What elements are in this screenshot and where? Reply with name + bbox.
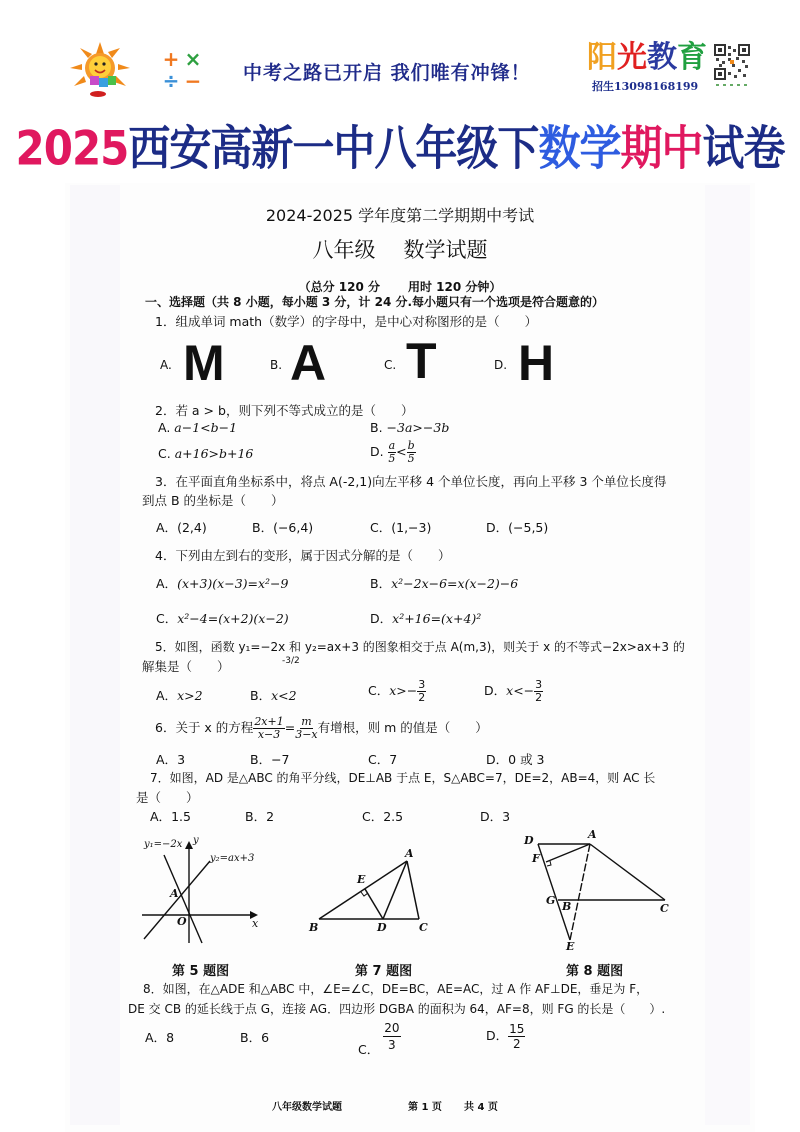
option-value: −7: [271, 752, 290, 767]
q4-option-d[interactable]: [370, 609, 481, 627]
option-value: (2,4): [177, 520, 207, 535]
point-g-label: G: [546, 894, 556, 907]
divide-icon: ÷: [162, 69, 180, 93]
q1-option-c[interactable]: T: [406, 333, 437, 389]
title-term: 期中: [620, 120, 703, 176]
sun-logo-icon: [68, 40, 132, 102]
numerator: 15: [509, 1022, 525, 1036]
enrollment-phone: 招生13098168199: [592, 80, 699, 93]
option-label: D．: [484, 683, 507, 698]
figure-7-caption: 第 7 题图: [355, 964, 413, 979]
denominator: 3: [388, 1038, 396, 1052]
option-label: B．: [245, 809, 267, 824]
q5-option-a[interactable]: [156, 686, 203, 704]
section-heading: 一、选择题（共 8 小题，每小题 3 分，计 24 分.每小题只有一个选项是符合题意的）: [145, 295, 605, 309]
option-label: A．: [156, 752, 178, 767]
option-value: x>2: [177, 688, 203, 703]
point-f-label: F: [532, 852, 540, 865]
option-value: 6: [261, 1030, 270, 1045]
footer-total-pages: 共 4 页: [464, 1102, 498, 1113]
q6-option-d[interactable]: [486, 750, 545, 768]
option-value: 8: [166, 1030, 175, 1045]
q7-option-a[interactable]: [150, 807, 191, 825]
q3-option-d[interactable]: [486, 518, 548, 536]
exam-duration: 用时 120 分钟）: [408, 280, 502, 294]
option-value: (1,−3): [391, 520, 432, 535]
option-prefix: x<−: [506, 683, 535, 698]
option-value: −3a>−3b: [386, 420, 450, 435]
point-d-label: D: [377, 921, 387, 934]
option-label: B．: [250, 752, 272, 767]
stem-suffix: 有增根，则 m 的值是（ ）: [317, 720, 488, 735]
option-label: B．: [240, 1030, 262, 1045]
option-label: D．: [480, 809, 503, 824]
numerator: m: [301, 715, 312, 728]
q4-option-b[interactable]: [370, 574, 518, 592]
question-5-stem-line2: 解集是（ ）: [142, 659, 230, 674]
option-label: A．: [150, 809, 172, 824]
plus-icon: +: [162, 47, 180, 71]
option-value: a+16>b+16: [174, 446, 254, 461]
brand-char: 光: [617, 40, 647, 75]
option-label: C.: [158, 446, 171, 461]
numerator: 20: [384, 1021, 400, 1035]
option-label: B.: [370, 420, 383, 435]
denominator: 5: [388, 452, 396, 465]
figure-8-caption: 第 8 题图: [566, 964, 624, 979]
option-value: (−6,4): [273, 520, 314, 535]
option-label: C．: [362, 809, 384, 824]
denominator: x−3: [257, 728, 281, 741]
q3-option-a[interactable]: [156, 518, 207, 536]
banner-slogan: 中考之路已开启 我们唯有冲锋！: [243, 62, 531, 84]
question-4-stem: 4．下列由左到右的变形，属于因式分解的是（ ）: [155, 548, 451, 563]
option-value: 2: [266, 809, 275, 824]
vertex-c-label: C: [419, 921, 428, 934]
option-prefix: x>−: [389, 683, 418, 698]
math-operators-icon: [160, 48, 210, 94]
q1-option-a[interactable]: M: [183, 335, 225, 391]
option-label: D．: [486, 520, 509, 535]
title-subject: 数学: [538, 120, 621, 176]
paper-shadow-left: [70, 185, 120, 1125]
figure-5-caption: 第 5 题图: [172, 964, 230, 979]
option-value: 3: [502, 809, 511, 824]
denominator: 5: [407, 452, 415, 465]
q8-option-d[interactable]: [486, 1022, 525, 1051]
fraction: [417, 679, 426, 704]
subject-label: 数学试题: [403, 238, 488, 262]
option-value: x²−2x−6=x(x−2)−6: [391, 576, 519, 591]
option-label: A．: [156, 576, 178, 591]
option-value: (−5,5): [508, 520, 549, 535]
fraction: [383, 1020, 400, 1053]
numerator: 3: [418, 678, 426, 691]
question-5-stem-line1: 5．如图，函数 y₁=−2x 和 y₂=ax+3 的图象相交于点 A(m,3)，则关于 x 的不等式−2x>ax+3 的: [155, 640, 685, 654]
total-score: （总分 120 分: [298, 280, 380, 294]
q1-option-b-label: B.: [270, 358, 283, 372]
q6-option-b[interactable]: [250, 750, 290, 768]
question-8-stem-line2: DE 交 CB 的延长线于点 G，连接 AG．四边形 DGBA 的面积为 64，AF=8，则 FG 的长是（ ）.: [128, 1002, 666, 1016]
point-e-label: E: [357, 873, 366, 886]
q2-option-b[interactable]: [370, 420, 449, 435]
fraction: [295, 716, 317, 741]
option-label: C．: [370, 520, 392, 535]
equals: =: [284, 720, 296, 735]
q7-option-b[interactable]: [245, 807, 274, 825]
option-label: C．: [156, 611, 178, 626]
point-d-label: D: [524, 834, 534, 847]
option-value: x²−4=(x+2)(x−2): [177, 611, 289, 626]
x-axis-label: x: [252, 917, 259, 930]
fraction: [253, 716, 284, 741]
q6-option-a[interactable]: [156, 750, 185, 768]
q6-option-c[interactable]: [368, 750, 397, 768]
denominator: 2: [512, 1037, 521, 1051]
exam-header: 2024-2025 学年度第二学期期中考试: [265, 206, 535, 225]
stem-prefix: 6．关于 x 的方程: [155, 720, 254, 735]
question-8-stem-line1: 8．如图，在△ADE 和△ABC 中，∠E=∠C，DE=BC，AE=AC，过 A 作 AF⊥DE，垂足为 F，: [143, 982, 649, 996]
figure-q5-graph: [140, 835, 270, 945]
q4-option-a[interactable]: [156, 574, 288, 592]
figure-q7-triangle: [305, 845, 445, 940]
q3-option-b[interactable]: [252, 518, 313, 536]
option-value: x²+16=(x+4)²: [392, 611, 482, 626]
q1-option-d[interactable]: H: [518, 335, 555, 391]
question-6-stem: [155, 716, 488, 741]
q8-option-c[interactable]: [358, 1020, 401, 1058]
numerator: b: [407, 439, 415, 452]
q1-option-b[interactable]: A: [290, 335, 327, 391]
option-value: x<2: [271, 688, 297, 703]
option-label: B．: [250, 688, 272, 703]
option-value: 3: [177, 752, 186, 767]
q1-option-a-label: A.: [160, 358, 172, 372]
q5-option-d[interactable]: [484, 679, 543, 704]
question-7-stem-line1: 7．如图，AD 是△ABC 的角平分线，DE⊥AB 于点 E，S△ABC=7，DE=2，AB=4，则 AC 长: [150, 771, 656, 785]
q7-option-c[interactable]: [362, 807, 403, 825]
option-value: 7: [389, 752, 398, 767]
option-label: D．: [370, 611, 393, 626]
q1-option-c-label: C.: [384, 358, 397, 372]
q1-option-d-label: D.: [494, 358, 508, 372]
question-3-stem-line2: 到点 B 的坐标是（ ）: [142, 493, 284, 508]
question-7-stem-line2: 是（ ）: [136, 790, 199, 805]
y2-label: y₂=ax+3: [210, 853, 255, 864]
option-label: D.: [370, 444, 384, 459]
y1-label: y₁=−2x: [144, 839, 183, 850]
option-value: a−1<b−1: [174, 420, 238, 435]
footer-exam-name: 八年级数学试题: [272, 1102, 342, 1113]
option-label: C．: [368, 683, 390, 698]
option-label: D．: [486, 1028, 509, 1043]
q5-option-b[interactable]: [250, 686, 297, 704]
option-label: D．: [486, 752, 509, 767]
origin-label: O: [177, 915, 187, 928]
numerator: 2x+1: [254, 715, 284, 728]
option-label: B．: [370, 576, 392, 591]
denominator: 2: [418, 691, 426, 704]
q8-option-a[interactable]: [145, 1028, 174, 1046]
numerator: 3: [535, 678, 543, 691]
handwritten-note: -3/2: [282, 656, 300, 666]
fraction: [388, 440, 397, 465]
q2-option-a[interactable]: [158, 420, 237, 435]
option-label: B．: [252, 520, 274, 535]
footer-page-number: 第 1 页: [408, 1102, 442, 1113]
option-value: (x+3)(x−3)=x²−9: [177, 576, 289, 591]
fraction: [407, 440, 416, 465]
brand-char: 阳: [587, 40, 617, 75]
exam-subject-title: [0, 234, 800, 264]
option-value: 0 或 3: [508, 752, 545, 767]
question-1-stem: 1．组成单词 math（数学）的字母中，是中心对称图形的是（ ）: [155, 314, 538, 329]
point-c-label: C: [660, 902, 669, 915]
option-label: A．: [156, 688, 178, 703]
option-label: C．: [368, 752, 390, 767]
brand-char: 育: [677, 40, 707, 75]
numerator: a: [388, 439, 396, 452]
denominator: 3−x: [295, 728, 318, 741]
paper-shadow-right: [705, 185, 750, 1125]
point-a-label: A: [170, 887, 179, 900]
fraction: [534, 679, 543, 704]
title-suffix: 试卷: [702, 120, 785, 176]
q8-option-b[interactable]: [240, 1028, 269, 1046]
minus-icon: −: [184, 69, 202, 93]
y-axis-label: y: [193, 835, 199, 846]
operator: <: [396, 444, 407, 459]
vertex-a-label: A: [405, 847, 414, 860]
point-a-label: A: [588, 828, 597, 841]
q2-option-d[interactable]: [370, 440, 416, 465]
option-label: A.: [158, 420, 171, 435]
qr-code-icon[interactable]: [714, 44, 750, 90]
question-3-stem-line1: 3．在平面直角坐标系中，将点 A(-2,1)向左平移 4 个单位长度，再向上平移 3 个单位长度得: [155, 474, 667, 489]
title-school-grade: 西安高新一中八年级下: [128, 120, 539, 176]
brand-char: 教: [647, 40, 677, 75]
vertex-b-label: B: [309, 921, 319, 934]
fraction: [508, 1022, 525, 1051]
figure-q8-triangles: [520, 828, 690, 953]
denominator: 2: [535, 691, 543, 704]
option-value: 2.5: [383, 809, 404, 824]
q7-option-d[interactable]: [480, 807, 510, 825]
q2-option-c[interactable]: [158, 446, 253, 461]
q5-option-c[interactable]: [368, 679, 426, 704]
page-title: [0, 112, 800, 179]
option-label: C．: [358, 1042, 380, 1057]
title-year: 2025: [15, 120, 129, 176]
question-2-stem: 2．若 a > b，则下列不等式成立的是（ ）: [155, 403, 414, 418]
option-label: A．: [145, 1030, 167, 1045]
times-icon: ×: [184, 47, 202, 71]
option-value: 1.5: [171, 809, 191, 824]
brand-name: [587, 42, 707, 74]
point-b-label: B: [562, 900, 572, 913]
q3-option-c[interactable]: [370, 518, 431, 536]
grade-label: 八年级: [312, 238, 376, 262]
point-e-label: E: [566, 940, 575, 953]
q4-option-c[interactable]: [156, 609, 289, 627]
option-label: A．: [156, 520, 178, 535]
